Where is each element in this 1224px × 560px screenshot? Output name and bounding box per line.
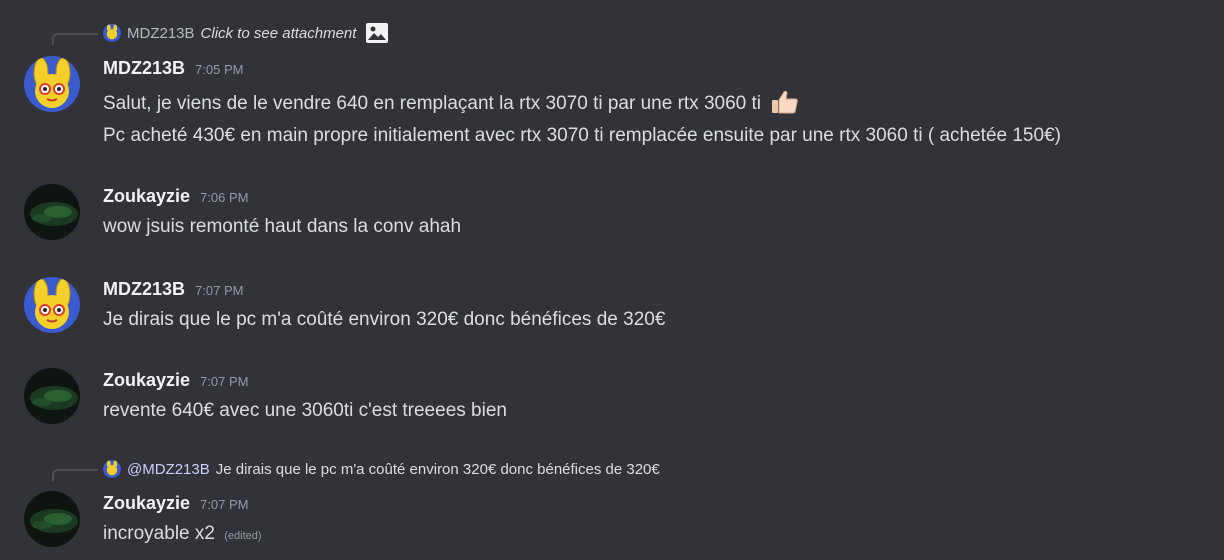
message-header: [103, 370, 248, 392]
avatar[interactable]: [24, 277, 80, 333]
reply-content[interactable]: Je dirais que le pc m'a coûté environ 320€ donc bénéfices de 320€: [215, 460, 660, 478]
avatar[interactable]: [24, 491, 80, 547]
message-line: Je dirais que le pc m'a coûté environ 320€ donc bénéfices de 320€: [103, 309, 666, 330]
edited-label: (edited): [224, 530, 262, 542]
message-text: [103, 89, 800, 116]
message-line: Pc acheté 430€ en main propre initialement avec rtx 3070 ti remplacée ensuite par une rtx 3060 ti ( achetée 150€): [103, 125, 1061, 146]
username[interactable]: Zoukayzie: [103, 493, 191, 513]
username[interactable]: MDZ213B: [103, 279, 186, 299]
reply-spine: [52, 469, 98, 481]
timestamp[interactable]: 7:07 PM: [195, 283, 244, 298]
message-header: [103, 493, 248, 515]
message-line: wow jsuis remonté haut dans la conv ahah: [103, 216, 462, 237]
reply-reference[interactable]: [103, 458, 660, 480]
avatar[interactable]: [24, 368, 80, 424]
username[interactable]: Zoukayzie: [103, 370, 191, 390]
message-header: [103, 58, 243, 80]
thumbs-up-icon[interactable]: [770, 89, 800, 115]
reply-author[interactable]: @MDZ213B: [127, 460, 210, 478]
message-header: [103, 186, 248, 208]
message-text: [103, 522, 262, 548]
timestamp[interactable]: 7:05 PM: [195, 62, 244, 77]
timestamp[interactable]: 7:07 PM: [200, 497, 249, 512]
avatar[interactable]: [24, 184, 80, 240]
reply-spine: [52, 33, 98, 45]
message-line: revente 640€ avec une 3060ti c'est treeees bien: [103, 400, 507, 421]
username[interactable]: MDZ213B: [103, 58, 186, 78]
image-icon: [366, 23, 388, 43]
reply-content[interactable]: Click to see attachment: [200, 24, 357, 42]
reply-author[interactable]: MDZ213B: [127, 24, 195, 42]
username[interactable]: Zoukayzie: [103, 186, 191, 206]
message-header: [103, 279, 243, 301]
reply-avatar: [103, 460, 121, 478]
timestamp[interactable]: 7:06 PM: [200, 190, 249, 205]
message-line: Salut, je viens de le vendre 640 en remplaçant la rtx 3070 ti par une rtx 3060 ti: [103, 93, 762, 114]
reply-reference[interactable]: [103, 22, 388, 44]
avatar[interactable]: [24, 56, 80, 112]
timestamp[interactable]: 7:07 PM: [200, 374, 249, 389]
reply-avatar: [103, 24, 121, 42]
message-line: incroyable x2: [103, 523, 215, 544]
